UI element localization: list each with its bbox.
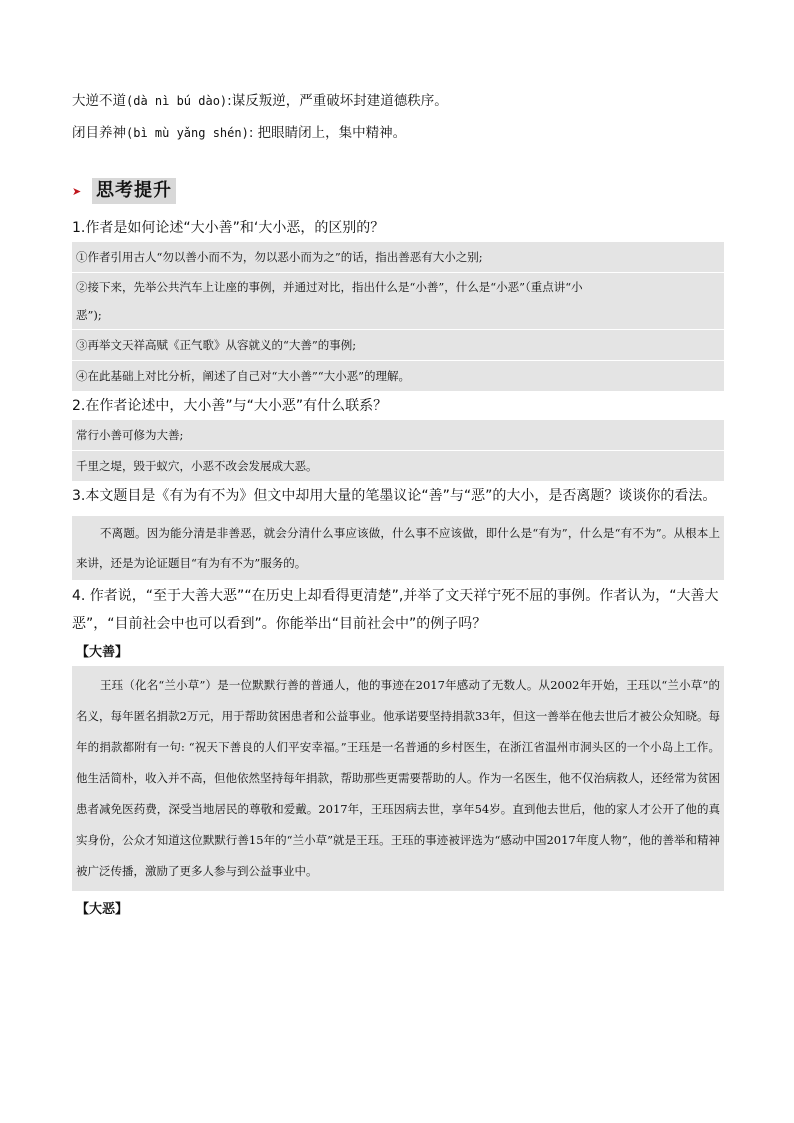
- answer-line: 千里之堤，毁于蚁穴，小恶不改会发展成大恶。: [72, 451, 724, 482]
- answer-box-1: [72, 242, 724, 392]
- answer-line: ④在此基础上对比分析，阐述了自己对“大小善”“大小恶”的理解。: [72, 361, 724, 392]
- answer-box-3: [72, 516, 724, 580]
- answer-line: ②接下来，先举公共汽车上让座的事例，并通过对比，指出什么是“小善”，什么是“小恶”（重点讲“小: [76, 280, 583, 294]
- answer-line: ①作者引用古人“勿以善小而不为，勿以恶小而为之”的话，指出善恶有大小之别;: [72, 242, 724, 273]
- answer-line: 常行小善可修为大善;: [72, 420, 724, 451]
- question-1: 1.作者是如何论述“大小善”和‘大小恶，的区别的？: [72, 220, 385, 236]
- vocab-line-1: [72, 92, 724, 110]
- section-title: 思考提升: [92, 178, 176, 204]
- vocab-term: 大逆不道: [72, 93, 126, 109]
- vocab-definition: : 把眼睛闭上，集中精神。: [248, 125, 407, 141]
- tag-evil: 【大恶】: [76, 902, 129, 917]
- vocab-pinyin: (dà nì bú dào): [126, 94, 228, 108]
- section-heading: [72, 178, 724, 204]
- answer-box-2: [72, 420, 724, 482]
- tag-good: 【大善】: [76, 645, 129, 660]
- answer-line: 恶”);: [72, 301, 724, 330]
- document-page: [72, 92, 724, 923]
- answer-paragraph: 不离题。因为能分清是非善恶，就会分清什么事应该做，什么事不应该做，即什么是“有为”，什么是“有不为”。从根本上来讲，还是为论证题目“有为有不为”服务的。: [76, 526, 720, 570]
- question-4: 4. 作者说，“至于大善大恶”“在历史上却看得更清楚”,并举了文天祥宁死不屈的事例。作者认为，“大善大恶”，“目前社会中也可以看到”。你能举出“目前社会中”的例子吗？: [72, 588, 719, 632]
- question-3: 3.本文题目是《有为有不为》但文中却用大量的笔墨议论“善”与“恶”的大小，是否离题？谈谈你的看法。: [72, 488, 717, 504]
- answer-line: ③再举文天祥高赋《正气歌》从容就义的“大善”的事例;: [72, 330, 724, 361]
- vocab-term: 闭目养神: [72, 125, 126, 141]
- vocab-line-2: [72, 124, 724, 142]
- vocab-definition: :谋反叛逆，严重破坏封建道德秩序。: [227, 93, 448, 109]
- question-2: 2.在作者论述中，大小善”与“大小恶”有什么联系？: [72, 398, 388, 414]
- vocab-pinyin: (bì mù yǎng shén): [126, 126, 249, 140]
- answer-box-4: [72, 666, 724, 891]
- arrow-bullet-icon: ➤: [72, 184, 82, 198]
- story-paragraph: 王珏（化名“兰小草”）是一位默默行善的普通人，他的事迹在2017年感动了无数人。从2002年开始，王珏以“兰小草”的名义，每年匿名捐款2万元，用于帮助贫困患者和公益事业。他承诺要坚持捐款33年，但这一善举在他去世后才被公众知晓。每年的捐款都附有一句: “祝天下善良的人们平安幸福。”王珏是一名普通的乡村医生，在浙江省温州市洞头区的一个小岛上工作。他生活简朴，收入并不高，但他依然坚持每年捐款，帮助那些更需要帮助的人。作为一名医生，他不仅治病救人，还经常为贫困患者减免医药费，深受当地居民的尊敬和爱戴。2017年，王珏因病去世，享年54岁。直到他去世后，他的家人才公开了他的真实身份，公众才知道这位默默行善15年的“兰小草”就是王珏。王珏的事迹被评选为“感动中国2017年度人物”，他的善举和精神被广泛传播，激励了更多人参与到公益事业中。: [76, 678, 720, 878]
